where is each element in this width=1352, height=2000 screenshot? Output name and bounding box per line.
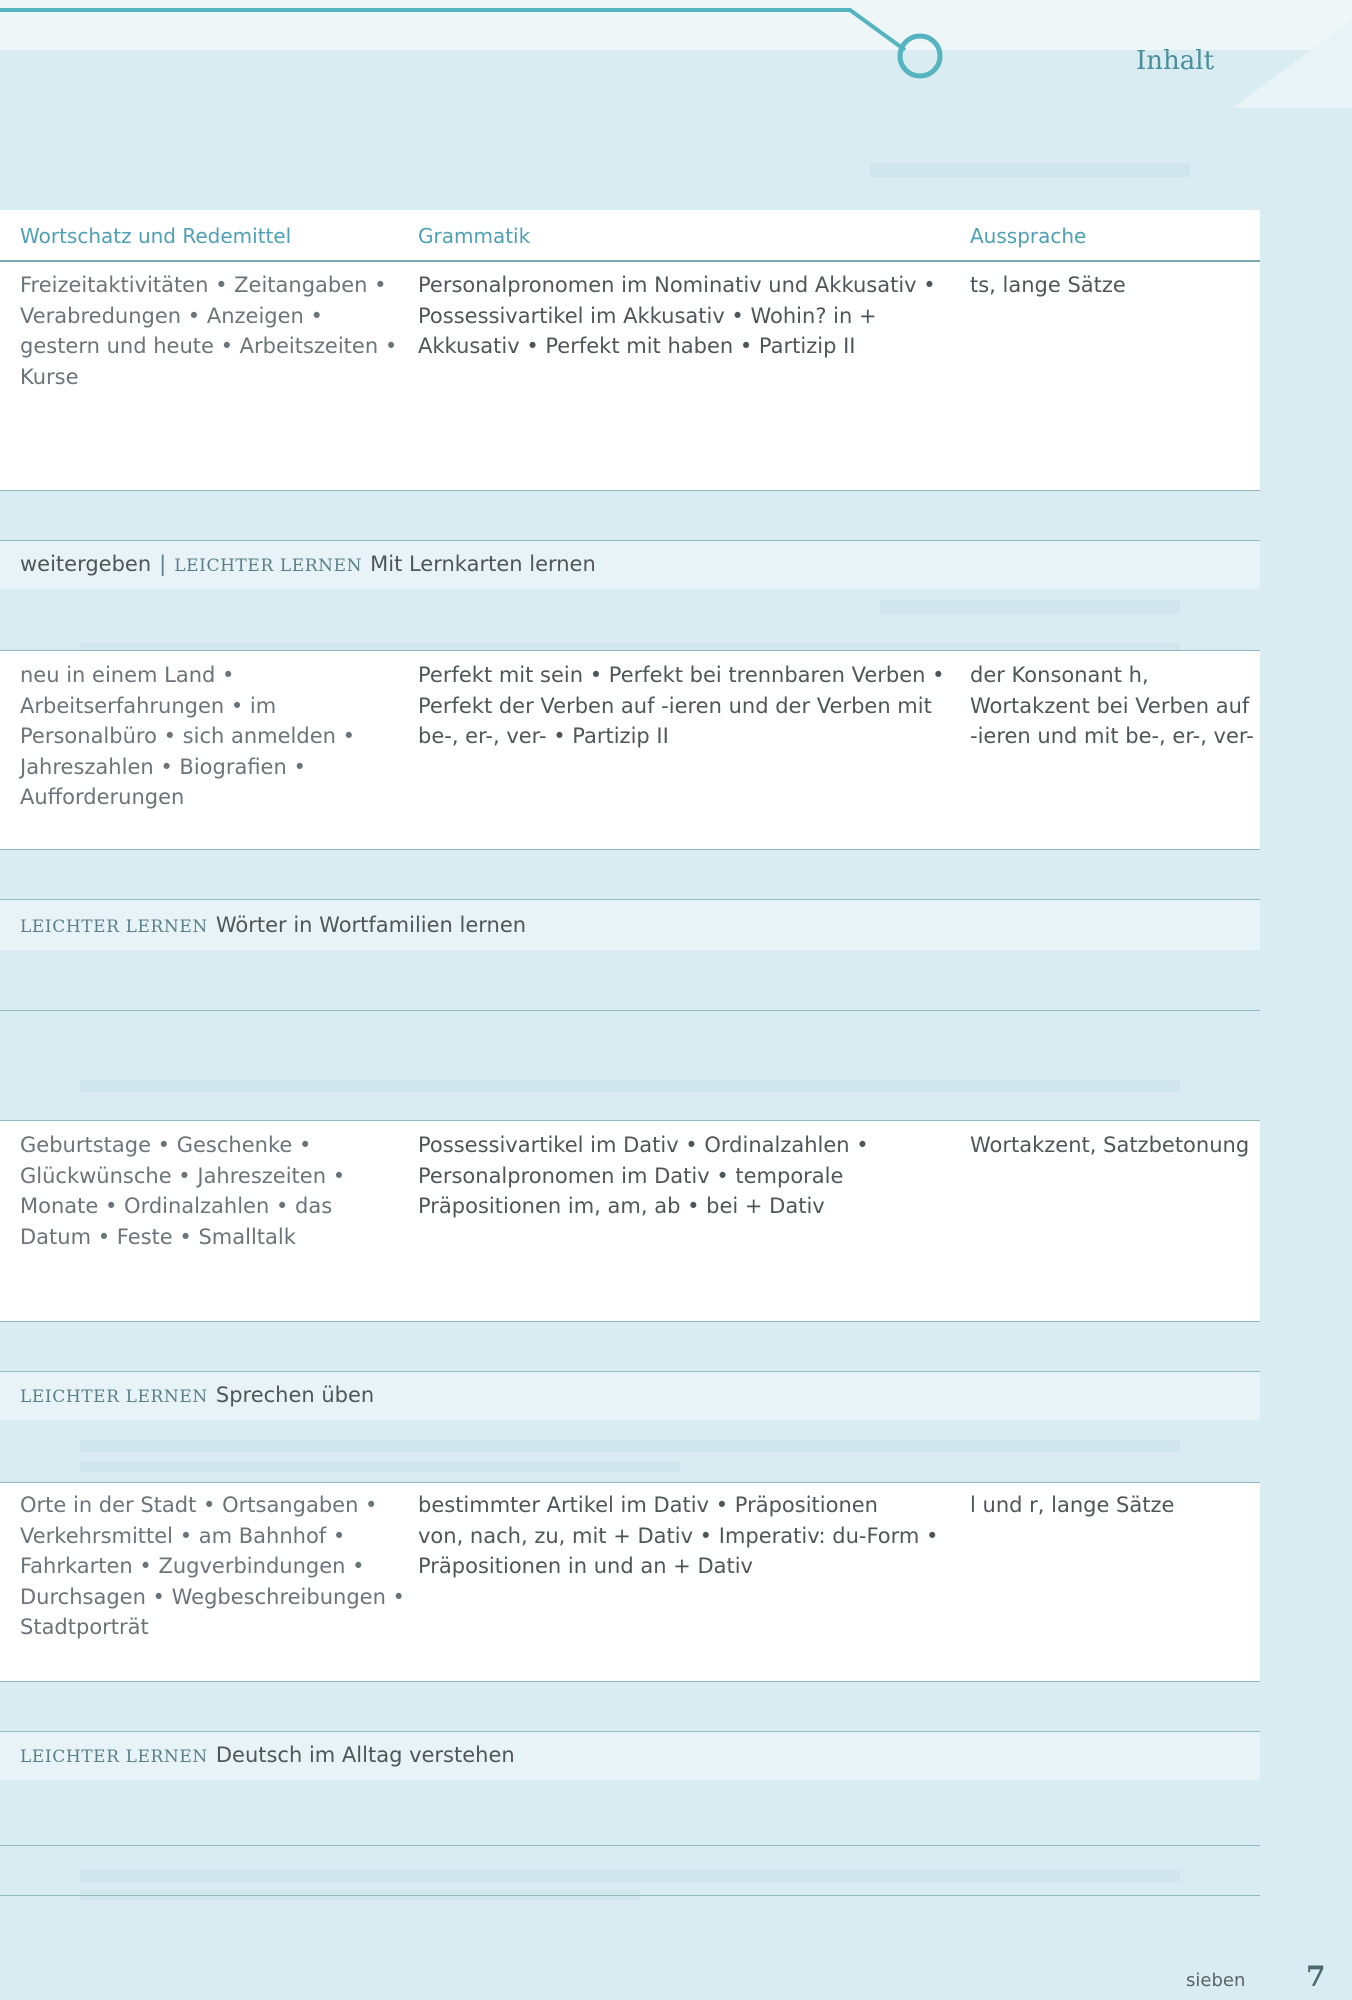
unit-3-grammar: Possessivartikel im Dativ • Ordinalzahlen • Personalpronomen im Dativ • temporale Präpositionen im, am, ab • bei + Dativ	[418, 1133, 869, 1218]
unit-2-vocab: neu in einem Land • Arbeitserfahrungen • im Personalbüro • sich anmelden • Jahreszahlen • Biografien • Aufforderungen	[20, 663, 355, 809]
learning-tip-4	[20, 1743, 515, 1767]
unit-4-vocab: Orte in der Stadt • Ortsangaben • Verkehrsmittel • am Bahnhof • Fahrkarten • Zugverbindungen • Durchsagen • Wegbeschreibungen • Stadtporträt	[20, 1493, 405, 1639]
bleed-through	[870, 163, 1190, 177]
bleed-through	[880, 600, 1180, 614]
strip-text: Sprechen üben	[215, 1383, 375, 1407]
divider	[0, 1681, 1260, 1682]
page-number-word: sieben	[1186, 1970, 1246, 1991]
learning-tip-2	[20, 913, 526, 937]
divider	[0, 849, 1260, 850]
strip-pre-text: weitergeben	[20, 552, 152, 576]
separator: |	[159, 552, 167, 576]
unit-1-pronunciation: ts, lange Sätze	[970, 273, 1126, 297]
strip-label: LEICHTER LERNEN	[174, 556, 363, 576]
divider	[0, 1321, 1260, 1322]
strip-label: LEICHTER LERNEN	[20, 1387, 208, 1407]
page-number: 7	[1306, 1960, 1326, 1993]
strip-label: LEICHTER LERNEN	[20, 917, 208, 937]
bleed-through	[80, 1080, 1180, 1092]
unit-1-grammar: Personalpronomen im Nominativ und Akkusativ • Possessivartikel im Akkusativ • Wohin? in + Akkusativ • Perfekt mit haben • Partizip II	[418, 273, 936, 358]
column-header-pronunciation: Aussprache	[970, 224, 1087, 248]
strip-label: LEICHTER LERNEN	[20, 1747, 208, 1767]
learning-tip-1	[20, 552, 596, 576]
strip-text: Deutsch im Alltag verstehen	[215, 1743, 515, 1767]
unit-2-pronunciation: der Konsonant h, Wortakzent bei Verben auf -ieren und mit be-, er-, ver-	[970, 663, 1254, 748]
unit-4-pronunciation: l und r, lange Sätze	[970, 1493, 1175, 1517]
bleed-through	[80, 1870, 1180, 1882]
unit-4-grammar: bestimmter Artikel im Dativ • Präpositionen von, nach, zu, mit + Dativ • Imperativ: du-Form • Präpositionen in und an + Dativ	[418, 1493, 939, 1578]
column-header-vocab: Wortschatz und Redemittel	[20, 224, 292, 248]
unit-3-pronunciation: Wortakzent, Satzbetonung	[970, 1133, 1250, 1157]
unit-2-grammar: Perfekt mit sein • Perfekt bei trennbaren Verben • Perfekt der Verben auf -ieren und der Verben mit be-, er-, ver- • Partizip II	[418, 663, 945, 748]
learning-tip-3	[20, 1383, 374, 1407]
strip-text: Wörter in Wortfamilien lernen	[215, 913, 527, 937]
bleed-through	[80, 1462, 680, 1472]
divider	[0, 1895, 1260, 1896]
divider	[0, 490, 1260, 491]
divider	[0, 1010, 1260, 1011]
page-title: Inhalt	[1136, 46, 1215, 76]
column-header-grammar: Grammatik	[418, 224, 531, 248]
bleed-through	[80, 1440, 1180, 1452]
strip-text: Mit Lernkarten lernen	[370, 552, 596, 576]
unit-3-vocab: Geburtstage • Geschenke • Glückwünsche • Jahreszeiten • Monate • Ordinalzahlen • das Datum • Feste • Smalltalk	[20, 1133, 346, 1249]
unit-1-vocab: Freizeitaktivitäten • Zeitangaben • Verabredungen • Anzeigen • gestern und heute • Arbeitszeiten • Kurse	[20, 273, 398, 389]
divider	[0, 1845, 1260, 1846]
